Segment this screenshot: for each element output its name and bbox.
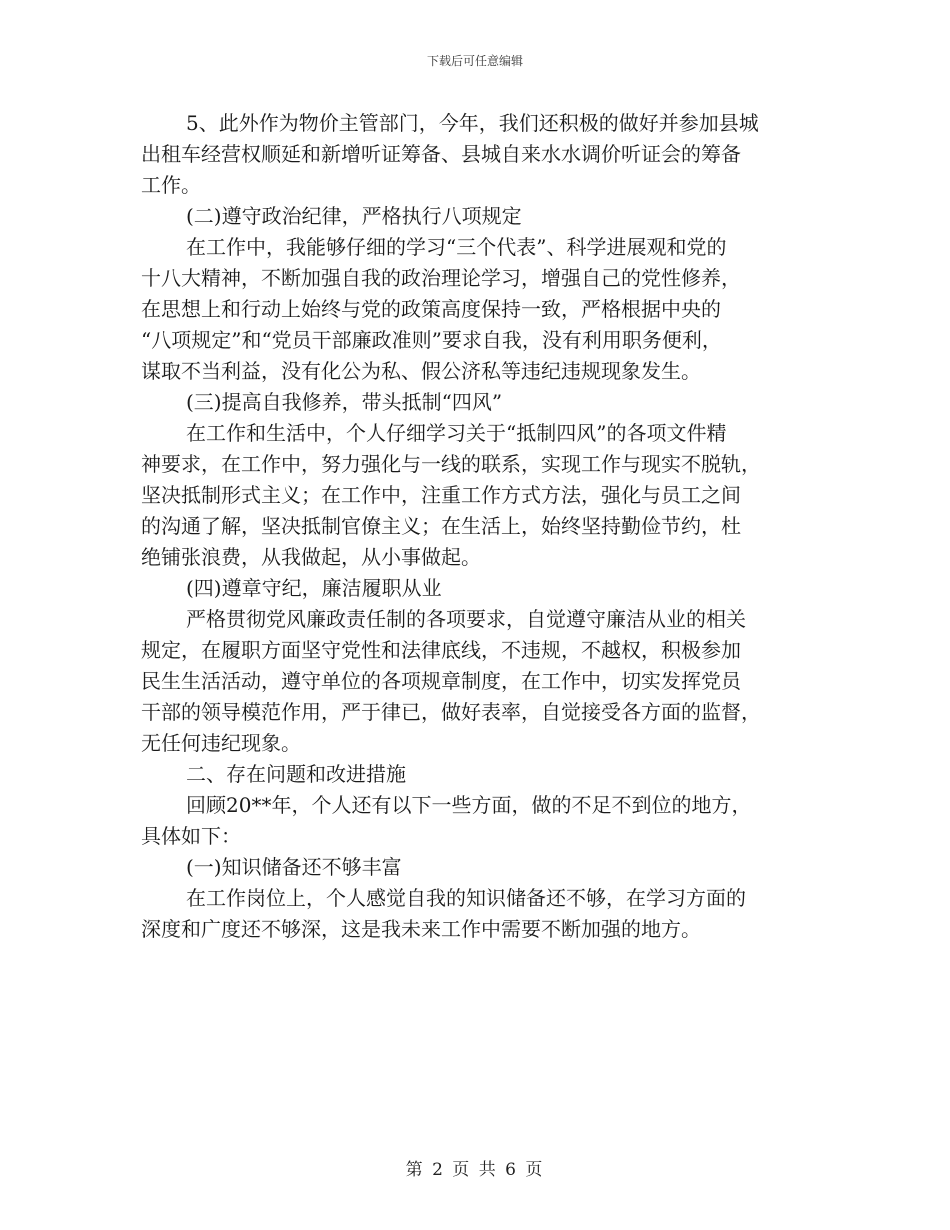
text-line: 深度和广度还不够深，这是我未来工作中需要不断加强的地方。 [141, 917, 701, 941]
text-line: 回顾20**年，个人还有以下一些方面，做的不足不到位的地方， [186, 793, 752, 817]
section-heading: (一)知识储备还不够丰富 [186, 855, 402, 879]
text-line: 神要求，在工作中，努力强化与一线的联系，实现工作与现实不脱轨， [141, 452, 761, 476]
text-line: 在思想上和行动上始终与党的政策高度保持一致，严格根据中央的 [141, 297, 721, 321]
text-line: 谋取不当利益，没有化公为私、假公济私等违纪违规现象发生。 [141, 359, 701, 383]
text-line: “八项规定”和“党员干部廉政准则”要求自我，没有利用职务便利， [141, 328, 722, 352]
text-line: 绝铺张浪费，从我做起，从小事做起。 [141, 545, 481, 569]
text-line: 坚决抵制形式主义；在工作中，注重工作方式方法，强化与员工之间 [141, 483, 741, 507]
text-line: 干部的领导模范作用，严于律已，做好表率，自觉接受各方面的监督， [141, 700, 761, 724]
text-line: 在工作岗位上，个人感觉自我的知识储备还不够，在学习方面的 [186, 886, 746, 910]
text-line: 在工作中，我能够仔细的学习“三个代表”、科学进展观和党的 [186, 235, 727, 259]
text-line: 具体如下： [141, 824, 241, 848]
text-line: 民生生活活动，遵守单位的各项规章制度，在工作中，切实发挥党员 [141, 669, 741, 693]
text-line: 5、此外作为物价主管部门，今年，我们还积极的做好并参加县城 [186, 111, 759, 135]
section-heading: (四)遵章守纪，廉洁履职从业 [186, 576, 442, 600]
text-line: 在工作和生活中，个人仔细学习关于“抵制四风”的各项文件精 [186, 421, 727, 445]
text-line: 无任何违纪现象。 [141, 731, 301, 755]
text-line: 十八大精神，不断加强自我的政治理论学习，增强自己的党性修养， [141, 266, 741, 290]
text-line: 的沟通了解，坚决抵制官僚主义；在生活上，始终坚持勤俭节约，杜 [141, 514, 741, 538]
document-body [141, 108, 811, 945]
section-heading: (三)提高自我修养，带头抵制“四风” [186, 390, 503, 414]
text-line: 严格贯彻党风廉政责任制的各项要求，自觉遵守廉洁从业的相关 [186, 607, 746, 631]
page-footer: 第 2 页 共 6 页 [405, 1160, 545, 1180]
page-header: 下载后可任意编辑 [426, 54, 523, 68]
text-line: 规定，在履职方面坚守党性和法律底线，不违规，不越权，积极参加 [141, 638, 741, 662]
text-line: 出租车经营权顺延和新增听证筹备、县城自来水水调价听证会的筹备 [141, 142, 741, 166]
section-heading: 二、存在问题和改进措施 [186, 762, 406, 786]
text-line: 工作。 [141, 173, 201, 197]
section-heading: (二)遵守政治纪律，严格执行八项规定 [186, 204, 522, 228]
